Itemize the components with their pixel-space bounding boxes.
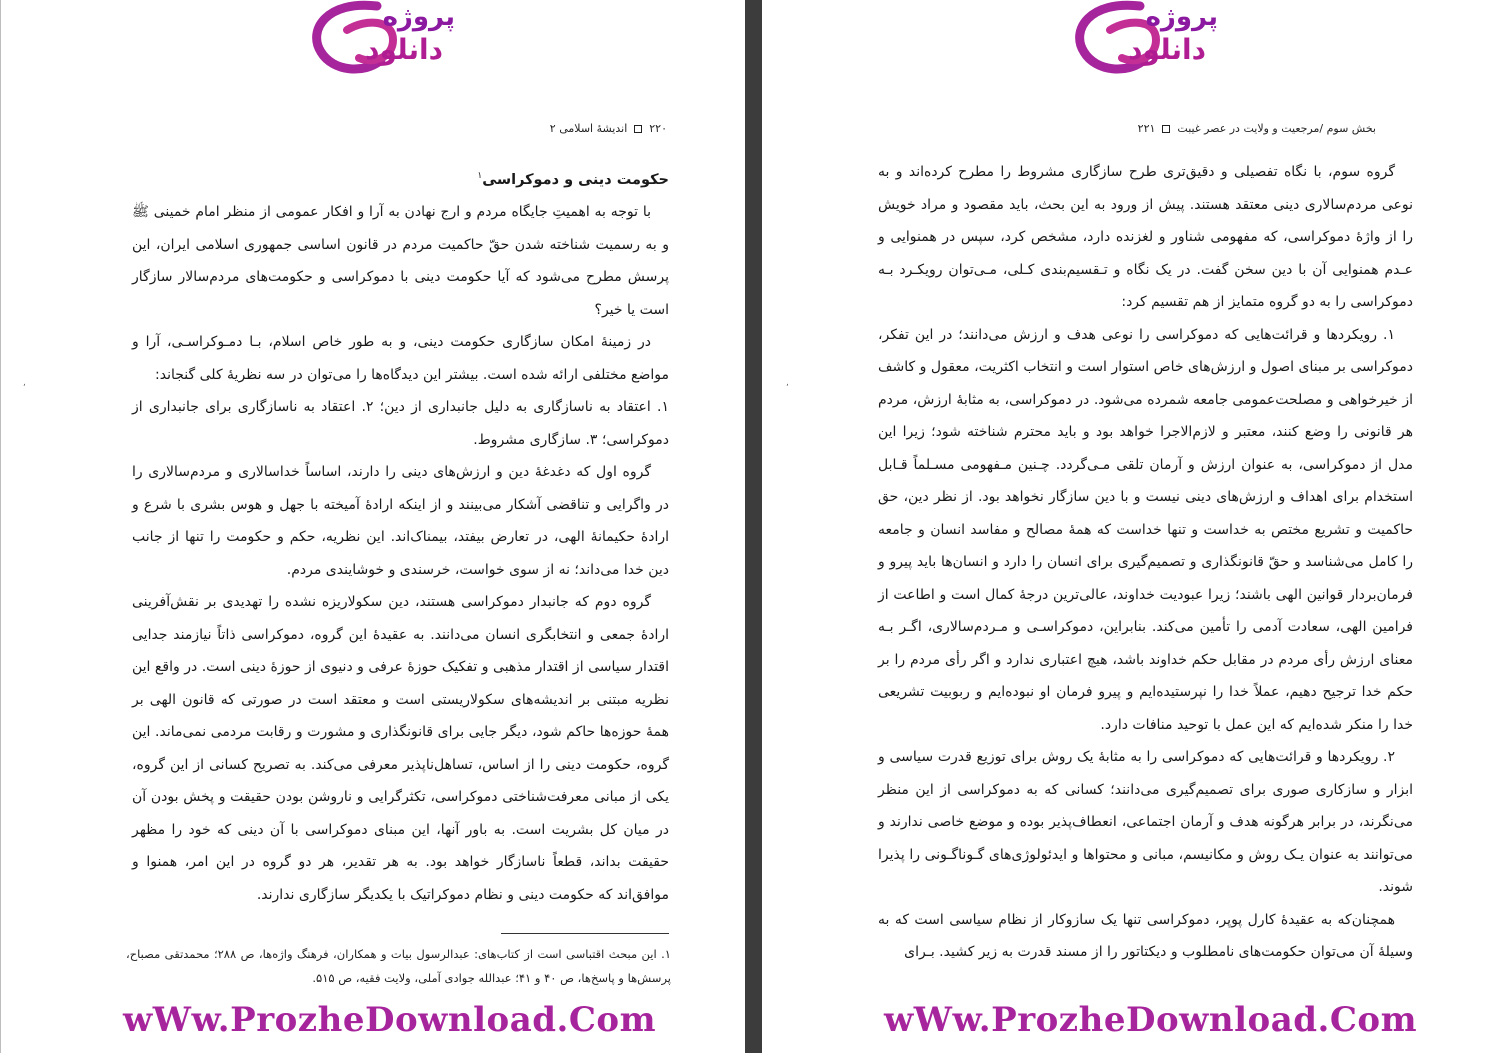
left-page — [0, 0, 745, 1053]
paragraph: ۲. رویکردها و قرائت‌هایی که دموکراسی را به مثابهٔ یک روش برای توزیع قدرت سیاسی و ابزار و سازکاری صوری برای تصمیم‌گیری می‌دانند؛ کسانی که به دموکراسی از این منظر می‌نگرند، در برابر هرگونه هدف و آرمان اجتماعی، انعطاف‌پذیر بوده و موضع خاصی ندارند و می‌توانند به عنوان یـک روش و مکانیسم، مبانی و محتواها و ایدئولوژی‌های گـوناگـونی را پذیرا شوند. — [878, 749, 1413, 895]
footnote-divider — [501, 933, 669, 934]
page-number: ۲۲۱ — [1137, 122, 1156, 135]
paragraph: در زمینهٔ امکان سازگاری حکومت دینی، و به طور خاص اسلام، بـا دمـوکراسـی، آرا و مواضع مختلفی ارائه شده است. بیشتر این دیدگاه‌ها را می‌توان در سه نظریهٔ کلی گنجاند: — [132, 334, 669, 383]
book-gutter — [745, 0, 762, 1053]
margin-mark: , — [786, 378, 789, 388]
square-icon — [1162, 125, 1170, 133]
page-body — [878, 156, 1413, 969]
logo-text-bottom: دانلود — [365, 33, 443, 66]
watermark-url: wWw.ProzheDownload.Com — [884, 1000, 1418, 1040]
section-heading — [132, 160, 669, 196]
paragraph: گروه سوم، با نگاه تفصیلی و دقیق‌تری طرح سازگاری مشروط را مطرح کرده‌اند و به نوعی مردم‌سالاری دینی معتقد هستند. پیش از ورود به این بحث، باید مقصود و مراد خویش را از واژهٔ دموکراسی، که مفهومی شناور و لغزنده دارد، مشخص کرد، سپس در همنوایی و عـدم همنوایی آن با دین سخن گفت. در یک نگاه و تـقسیم‌بندی کـلی، مـی‌توان رویکـرد بـه دموکراسی را به دو گروه متمایز از هم تقسیم کرد: — [878, 164, 1413, 310]
square-icon — [634, 125, 642, 133]
section-heading-text: حکومت دینی و دموکراسی — [482, 171, 669, 188]
paragraph: با توجه به اهمیتِ جایگاه مردم و ارج نهادن به آرا و افکار عمومی از منظر امام خمینی ﷺ و به رسمیت شناخته شدن حقّ حاکمیت مردم در قانون اساسی جمهوری اسلامی ایران، این پرسش مطرح می‌شود که آیا حکومت دینی با دموکراسی و حکومت‌های مردم‌سالار سازگار است یا خیر؟ — [132, 204, 669, 318]
logo-text-top: پروژه — [1145, 2, 1218, 32]
page-number: ۲۲۰ — [649, 122, 667, 135]
logo-text-top: پروژه — [382, 2, 455, 32]
running-head-title: اندیشهٔ اسلامی ۲ — [549, 122, 628, 135]
running-head — [1138, 122, 1376, 135]
paragraph: همچنان‌که به عقیدهٔ کارل پوپر، دموکراسی تنها یک سازوکار از نظام سیاسی است که به وسیلهٔ آن می‌توان حکومت‌های نامطلوب و دیکتاتور را از مسند قدرت به زیر کشید. بـرای — [878, 911, 1413, 960]
paragraph: ۱. اعتقاد به ناسازگاری به دلیل جانبداری از دین؛ ۲. اعتقاد به ناسازگاری برای جانبداری از دموکراسی؛ ۳. سازگاری مشروط. — [132, 399, 669, 448]
paragraph: ۱. رویکردها و قرائت‌هایی که دموکراسی را نوعی هدف و ارزش می‌دانند؛ در این تفکر، دموکراسی بر مبنای اصول و ارزش‌های خاص استوار است و انتخاب اکثریت، معقول و کاشف از خیرخواهی و مصلحت‌عمومی جامعه شمرده می‌شود. در دموکراسی، به مثابهٔ ارزش، مردم هر قانونی را وضع کنند، معتبر و لازم‌الاجرا خواهد بود و باید محترم شناخته شود؛ زیرا این مدل از دموکراسی، به عنوان ارزش و آرمان تلقی مـی‌گردد. چـنین مـفهومی مسـلماً قـابل استخدام برای اهداف و ارزش‌های دینی نیست و با دین سازگار نخواهد بود. از نظر دین، حق حاکمیت و تشریع مختص به خداست و تنها خداست که همهٔ مصالح و مفاسد انسان و جامعه را کامل می‌شناسد و حقّ قانونگذاری و تصمیم‌گیری برای انسان را دارد و انسان‌ها باید پیرو و فرمان‌بردار قوانین الهی باشند؛ زیرا عبودیت خداوند، عالی‌ترین درجهٔ کمال است و اطاعت از فرامین الهی، سعادت آدمی را تأمین می‌کند. بنابراین، دموکراسـی و مـردم‌سالاری، اگـر بـه معنای ارزش رأی مردم در مقابل حکم خداوند باشد، هیچ اعتباری ندارد و اگر رأی مردم را بر حکم خدا ترجیح دهیم، عملاً خدا را نپرستیده‌ایم و پیرو فرمان او نبوده‌ایم و ربوبیت تشریعی خدا را منکر شده‌ایم که این عمل با توحید منافات دارد. — [878, 326, 1413, 733]
prozhe-download-logo — [307, 0, 467, 78]
page-body — [132, 160, 669, 911]
right-page — [762, 0, 1502, 1053]
margin-mark: , — [23, 378, 26, 388]
footnote-ref: ۱ — [477, 171, 483, 181]
running-head-title: بخش سوم /مرجعیت و ولایت در عصر غیبت — [1177, 122, 1376, 135]
running-head — [550, 122, 667, 135]
watermark-url: wWw.ProzheDownload.Com — [123, 1000, 657, 1040]
prozhe-download-logo — [1070, 0, 1230, 78]
footnote: ۱. این مبحث اقتباسی است از کتاب‌های: عبدالرسول بیات و همکاران، فرهنگ واژه‌ها، ص ۲۸۸؛ محمدتقی مصباح، پرسش‌ها و پاسخ‌ها، ص ۴۰ و ۴۱؛ عبدالله جوادی آملی، ولایت فقیه، ص ۵۱۵. — [126, 947, 671, 985]
paragraph: گروه اول که دغدغهٔ دین و ارزش‌های دینی را دارند، اساساً خداسالاری و مردم‌سالاری را در واگرایی و تناقضی آشکار می‌بینند و از اینکه ارادهٔ آمیخته با جهل و هوس بشری با شرع و ارادهٔ حکیمانهٔ الهی، در تعارض بیفتد، بیمناک‌اند. این نظریه، حکم و حکومت را تنها از جانب دین خدا می‌داند؛ نه از سوی خواست، خرسندی و خوشایندی مردم. — [132, 464, 669, 578]
logo-text-bottom: دانلود — [1128, 33, 1206, 66]
paragraph: گروه دوم که جانبدار دموکراسی هستند، دین سکولاریزه نشده را تهدیدی بر نقش‌آفرینی ارادهٔ جمعی و انتخابگری انسان می‌دانند. به عقیدهٔ این گروه، دموکراسی ذاتاً نیازمند جدایی اقتدار سیاسی از اقتدار مذهبی و تفکیک حوزهٔ عرفی و دنیوی از حوزهٔ دینی است. در واقع این نظریه مبتنی بر اندیشه‌های سکولاریستی است و معتقد است در صورتی که قانون الهی بر همهٔ حوزه‌ها حاکم شود، دیگر جایی برای قانونگذاری و مشورت و رقابت مردمی نمی‌ماند. این گروه، حکومت دینی را از اساس، تساهل‌ناپذیر معرفی می‌کند. به تصریح کسانی از این گروه، یکی از مبانی معرفت‌شناختی دموکراسی، تکثرگرایی و ناروشن بودن حقیقت و پخش بودن آن در میان کل بشریت است. به باور آنها، این مبنای دموکراسی با آن دینی که خود را مظهر حقیقت بداند، قطعاً ناسازگار خواهد بود. به هر تقدیر، هر دو گروه در این امر، همنوا و موافق‌اند که حکومت دینی و نظام دموکراتیک با یکدیگر سازگاری ندارند. — [132, 594, 669, 903]
